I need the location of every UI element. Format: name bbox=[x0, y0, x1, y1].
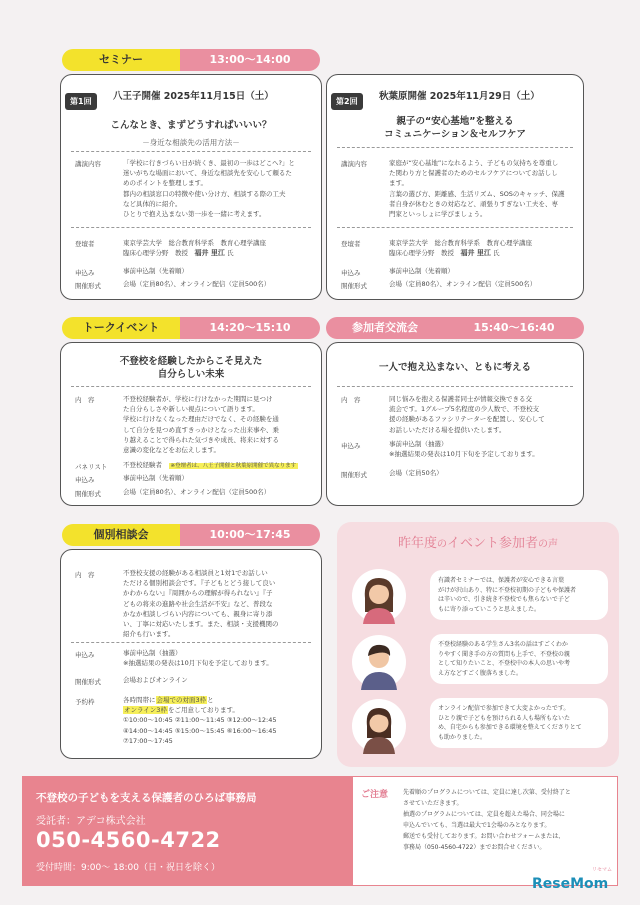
notice-line: 先着順のプログラムについては、定員に達し次第、受付終了と bbox=[403, 789, 571, 796]
content-line: 援の経験があるファシリテーターを配置し、安心して bbox=[389, 415, 545, 424]
content-line: た関わり方と保護者のためのセルフケアについてお話しし bbox=[389, 169, 558, 178]
notice-text bbox=[403, 787, 613, 853]
notice-line: 事務局（050-4560-4722）までお問合せください。 bbox=[403, 844, 546, 851]
apply-label: 申込み bbox=[75, 476, 95, 484]
notice-label: ご注意 bbox=[361, 790, 389, 800]
content-line: 都内の相談窓口の特徴や使い分け方、相談する際の工夫 bbox=[123, 189, 286, 198]
content-line: 流会です。1グループ5名程度の少人数で、不登校支 bbox=[389, 405, 540, 414]
divider bbox=[337, 147, 573, 148]
content-label: 講演内容 bbox=[75, 160, 101, 168]
voice-bubble-1 bbox=[430, 570, 608, 620]
seminar-tab-time: 13:00〜14:00 bbox=[180, 49, 320, 71]
content-line: して自分を見つめ直すきっかけとなった出来事や、乗 bbox=[123, 425, 279, 434]
voices-title bbox=[337, 532, 619, 551]
slot-text: をご用意しております。 bbox=[167, 706, 239, 715]
consult-card bbox=[60, 549, 322, 759]
talk-title-line: 自分らしい未来 bbox=[157, 369, 225, 380]
consult-tab-time: 10:00〜17:45 bbox=[180, 524, 320, 546]
talk-tab-time: 14:20〜15:10 bbox=[180, 317, 320, 339]
slot-highlight: 会場での対面3枠 bbox=[156, 696, 207, 704]
panel-label: パネリスト bbox=[75, 463, 108, 471]
voices-panel bbox=[337, 522, 619, 767]
voices-title-part: 昨年度 bbox=[397, 536, 437, 551]
talk-tab-label: トークイベント bbox=[62, 317, 180, 339]
slot-text: 各時間帯に bbox=[123, 696, 156, 704]
apply-label: 申込み bbox=[341, 442, 361, 450]
format-label: 開催形式 bbox=[75, 678, 101, 686]
office-panel bbox=[22, 776, 352, 886]
content-line: お話しいただける場を提供いたします。 bbox=[389, 425, 506, 434]
format-value: 会場（定員50名） bbox=[389, 469, 443, 477]
talk-title-line: 不登校を経験したからこそ見えた bbox=[119, 356, 263, 367]
slot-times: ④14:00〜14:45 ⑤15:00〜15:45 ⑥16:00〜16:45 bbox=[123, 726, 277, 735]
content-label: 内 容 bbox=[75, 396, 95, 404]
slot-highlight: オンライン3枠 bbox=[124, 706, 167, 715]
apply-label: 申込み bbox=[341, 269, 361, 277]
content-line: ます。 bbox=[389, 179, 408, 188]
consult-slots bbox=[123, 695, 319, 746]
apply-value: 事前申込制（抽選） bbox=[389, 440, 448, 448]
content-line: めのポイントを整理します。 bbox=[123, 179, 207, 188]
exchange-tab bbox=[326, 317, 584, 339]
consult-tab bbox=[62, 524, 320, 546]
content-line: 不登校支援の経験がある相談員と1対1でお話しい bbox=[123, 569, 268, 577]
notice-line: させていただきます。 bbox=[403, 800, 463, 807]
talk-card bbox=[60, 342, 322, 506]
content-label: 内 容 bbox=[341, 396, 361, 404]
panel-value-text: 不登校経験者 bbox=[123, 461, 162, 469]
slot-times: ①10:00〜10:45 ②11:00〜11:45 ③12:00〜12:45 bbox=[123, 716, 277, 725]
content-line: 迷いがちな場面において、身近な相談先を安心して頼るた bbox=[123, 169, 292, 178]
speaker-line: 臨床心理学分野 教授 bbox=[389, 249, 461, 258]
voice-line: オンライン配信で参加できて大変よかったです。 bbox=[438, 705, 570, 712]
content-line: い、丁寧に対応いたします。また、相談・支援機関の bbox=[123, 620, 279, 629]
content-line: 同じ悩みを抱える保護者同士が情報交換できる交 bbox=[389, 395, 532, 403]
talk-content bbox=[123, 394, 319, 455]
notice-line: 郵送でも受付しております。お問い合わせフォームまたは、 bbox=[403, 833, 565, 840]
format-label: 開催形式 bbox=[75, 490, 101, 498]
voice-line: も助かりました。 bbox=[438, 733, 487, 741]
content-line: かなか相談しづらい内容についても、親身に寄り添 bbox=[123, 609, 273, 618]
exchange-apply bbox=[389, 439, 581, 459]
voice-bubble-3 bbox=[430, 698, 608, 748]
consult-apply bbox=[123, 648, 319, 668]
exchange-card bbox=[326, 342, 584, 506]
resemom-small-logo: リセマム bbox=[592, 867, 612, 873]
content-line: 不登校経験者が、学校に行けなかった期間に見つけ bbox=[123, 395, 273, 403]
talk-tab bbox=[62, 317, 320, 339]
voice-line: は辛いので、引き続き不登校でも焦らないで子ど bbox=[438, 596, 570, 604]
session2-title bbox=[327, 115, 583, 141]
voice-line: もに寄り添っていこうと思えました。 bbox=[438, 605, 541, 613]
voice-line: 不登校経験のある学生さん3名の話はすごくわか bbox=[438, 641, 568, 648]
session1-header: 八王子開催 2025年11月15日（土） bbox=[113, 91, 274, 102]
content-line: 家庭が“安心基地”になれるよう、子どもの気持ちを尊重し bbox=[389, 159, 559, 167]
format-value: 会場（定員80名）、オンライン配信（定員500名） bbox=[123, 280, 271, 288]
session1-speaker bbox=[123, 238, 319, 258]
consult-content bbox=[123, 568, 319, 639]
seminar-session2-card bbox=[326, 74, 584, 300]
format-value: 会場（定員80名）、オンライン配信（定員500名） bbox=[389, 280, 537, 288]
content-line: た自分らしさや新しい視点について語ります。 bbox=[123, 405, 259, 414]
apply-value: 事前申込制（抽選） bbox=[123, 649, 182, 657]
content-line: どもの将来の進路や社会生活が不安』など、普段な bbox=[123, 599, 273, 608]
content-label: 講演内容 bbox=[341, 160, 367, 168]
divider bbox=[337, 227, 573, 228]
voice-line: め、自宅からも参加できる環境を整えてくださりとて bbox=[438, 724, 582, 732]
notice-line: 申込んでいても、当選は最大で1会場のみとなります。 bbox=[403, 822, 551, 829]
slot-label: 予約枠 bbox=[75, 698, 95, 706]
resemom-logo: ReseMom bbox=[532, 876, 609, 892]
voices-title-part: イベント参加者 bbox=[447, 536, 539, 551]
format-label: 開催形式 bbox=[341, 471, 367, 479]
speaker-line: 東京学芸大学 総合教育科学系 教育心理学講座 bbox=[123, 239, 266, 247]
content-line: 「学校に行きづらい日が続くき、最初の一歩はどこへ?」と bbox=[123, 159, 295, 167]
session1-title: こんなとき、まずどうすればいいい？ bbox=[110, 120, 272, 131]
apply-label: 申込み bbox=[75, 269, 95, 277]
voice-line: として知りたいこと、不登校中の本人の思いや考 bbox=[438, 660, 571, 668]
woman-avatar-icon bbox=[351, 698, 407, 754]
apply-note: ※抽選結果の発表は10月下旬を予定しております。 bbox=[389, 450, 539, 459]
seminar-session1-card bbox=[60, 74, 322, 300]
notice-line: 抽選のプログラムについては、定員を超えた場合、同会場に bbox=[403, 811, 565, 818]
format-value: 会場およびオンライン bbox=[123, 676, 188, 684]
speaker-label: 登壇者 bbox=[75, 240, 95, 248]
voice-line: がけが沢山あり、特に不登校初期の子どもや保護者 bbox=[438, 586, 577, 594]
content-line: り越えることで得られた気づきや成長、将来に対する bbox=[123, 435, 279, 444]
format-label: 開催形式 bbox=[341, 282, 367, 290]
apply-value: 事前申込制（先着順） bbox=[123, 267, 188, 275]
apply-value: 事前申込制（先着順） bbox=[123, 474, 188, 482]
notice-panel bbox=[352, 776, 618, 886]
voices-title-part: の bbox=[437, 539, 447, 550]
format-value: 会場（定員80名）、オンライン配信（定員500名） bbox=[123, 488, 271, 496]
content-line: かわからない』『周囲からの理解が得られない』『子 bbox=[123, 589, 273, 598]
content-line: 紹介も行います。 bbox=[123, 630, 175, 639]
woman-avatar-icon bbox=[351, 568, 407, 624]
content-line: 言葉の選び方、距離感、生活リズム、SOSのキャッチ、保護 bbox=[389, 189, 565, 198]
voices-title-part: の声 bbox=[538, 539, 559, 550]
session1-content bbox=[123, 158, 319, 219]
office-hours: 受付時間：9:00〜 18:00（日・祝日を除く） bbox=[36, 863, 221, 873]
session1-badge: 第1回 bbox=[65, 93, 97, 110]
session2-content bbox=[389, 158, 581, 219]
office-phone[interactable]: 050-4560-4722 bbox=[36, 828, 221, 852]
content-label: 内 容 bbox=[75, 571, 95, 579]
divider bbox=[71, 642, 311, 643]
divider bbox=[71, 386, 311, 387]
exchange-title: 一人で抱え込まない、ともに考える bbox=[378, 362, 531, 373]
speaker-suffix: 氏 bbox=[490, 249, 500, 258]
office-name: 不登校の子どもを支える保護者のひろば事務局 bbox=[36, 792, 257, 804]
exchange-tab-label: 参加者交流会 bbox=[326, 317, 444, 339]
speaker-suffix: 氏 bbox=[224, 249, 234, 258]
speaker-name: 福井 里江 bbox=[460, 249, 491, 258]
voice-line: ひとり親で子どもを預けられる人も場所もないた bbox=[438, 714, 571, 722]
speaker-line: 東京学芸大学 総合教育科学系 教育心理学講座 bbox=[389, 239, 532, 247]
apply-note: ※抽選結果の発表は10月下旬を予定しております。 bbox=[123, 659, 273, 668]
divider bbox=[337, 386, 573, 387]
exchange-content bbox=[389, 394, 581, 435]
speaker-name: 福井 里江 bbox=[194, 249, 225, 258]
consult-tab-label: 個別相談会 bbox=[62, 524, 180, 546]
voice-line: 有識者セミナーでは、保護者が安心できる言葉 bbox=[438, 577, 565, 584]
content-line: 者自身が休むときの対応など、頑張りすぎない工夫を、専 bbox=[389, 199, 558, 208]
slot-text: と bbox=[207, 696, 214, 704]
speaker-label: 登壇者 bbox=[341, 240, 361, 248]
seminar-tab-label: セミナー bbox=[62, 49, 180, 71]
content-line: 学校に行けなくなった理由だけでなく、その経験を通 bbox=[123, 415, 279, 424]
content-line: ただける個別相談会です。『子どもとどう接して良い bbox=[123, 579, 276, 588]
format-label: 開催形式 bbox=[75, 282, 101, 290]
panel-note: ※登壇者は、八王子開催と秋葉原開催で異なります bbox=[170, 463, 297, 469]
voice-bubble-2 bbox=[430, 634, 608, 684]
content-line: 意識の変化などをお伝えします。 bbox=[123, 446, 220, 455]
voice-line: りやすく聞き手の方の質問も上手で、不登校の親 bbox=[438, 650, 570, 658]
exchange-tab-time: 15:40〜16:40 bbox=[444, 317, 584, 339]
divider bbox=[71, 227, 311, 228]
session2-speaker bbox=[389, 238, 581, 258]
apply-label: 申込み bbox=[75, 651, 95, 659]
talk-title bbox=[61, 355, 321, 381]
voice-line: え方などすごく腹落ちました。 bbox=[438, 669, 523, 677]
panel-value bbox=[123, 460, 298, 471]
slot-times: ⑦17:00〜17:45 bbox=[123, 736, 173, 745]
office-contractor: 受託者：アデコ株式会社 bbox=[36, 816, 146, 827]
content-line: など具体的に紹介。 bbox=[123, 199, 182, 208]
divider bbox=[71, 151, 311, 152]
session1-subtitle: －身近な相談先の活用方法－ bbox=[142, 138, 240, 147]
apply-value: 事前申込制（先着順） bbox=[389, 267, 454, 275]
seminar-tab bbox=[62, 49, 320, 71]
session2-title-line: 親子の“安心基地”を整える bbox=[396, 116, 514, 127]
session2-badge: 第2回 bbox=[331, 93, 363, 110]
speaker-line: 臨床心理学分野 教授 bbox=[123, 249, 195, 258]
session2-header: 秋葉原開催 2025年11月29日（土） bbox=[379, 91, 540, 102]
content-line: 門家といっしょに学びましょう。 bbox=[389, 210, 487, 219]
content-line: ひとりで抱え込まない第一歩を一緒に考えます。 bbox=[123, 210, 266, 219]
session2-title-line: コミュニケーション＆セルフケア bbox=[384, 129, 526, 140]
man-avatar-icon bbox=[351, 634, 407, 690]
